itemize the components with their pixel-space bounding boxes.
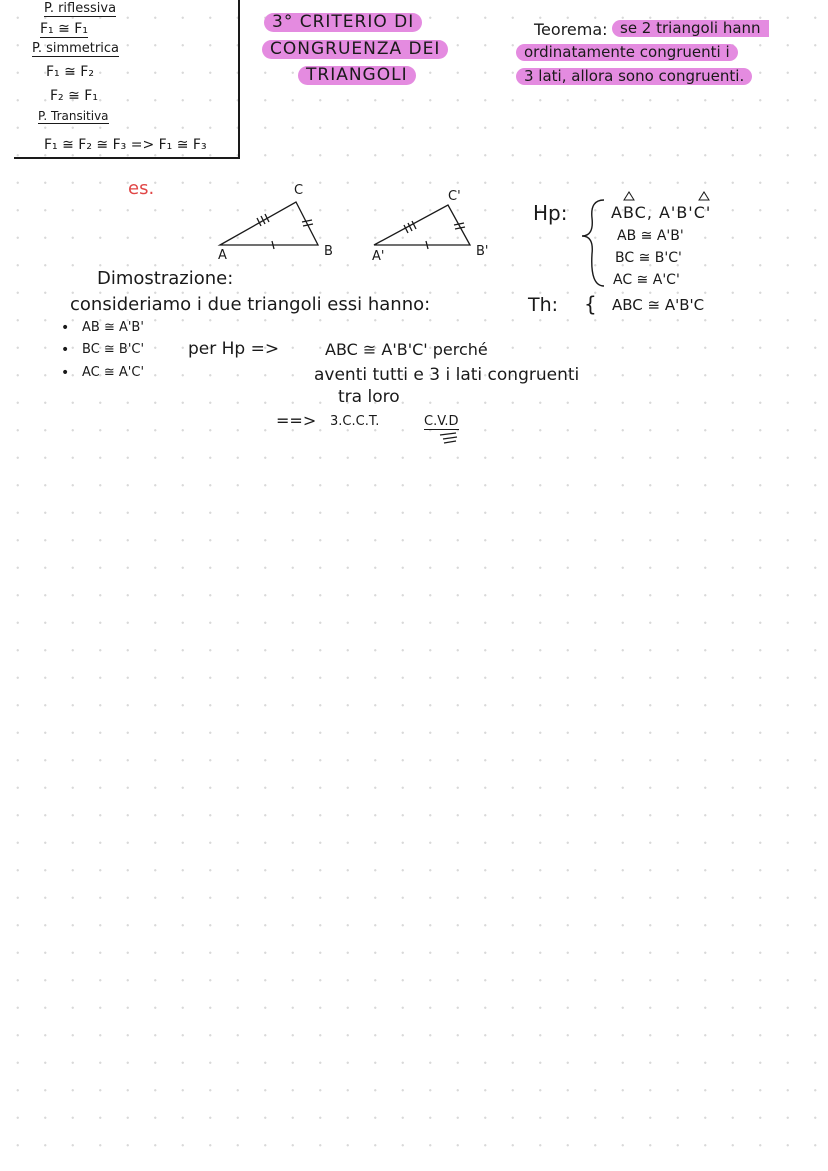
thesis-brace: {: [584, 292, 597, 316]
bullet-dot-2: •: [61, 342, 70, 358]
transitive-expr: F₁ ≅ F₂ ≅ F₃ => F₁ ≅ F₃: [44, 137, 207, 153]
proof-bullet-3: AC ≅ A'C': [82, 365, 145, 380]
triangle1-label-b: B: [324, 244, 333, 259]
bullet-dot-1: •: [61, 320, 70, 336]
triangle2-label-c: C': [448, 189, 461, 204]
proof-conclusion: ABC ≅ A'B'C' perché: [325, 340, 488, 359]
proof-final-text: 3.C.C.T.: [330, 414, 380, 429]
thesis-label: Th:: [528, 294, 559, 316]
proof-reason-1: aventi tutti e 3 i lati congruenti: [314, 365, 580, 385]
hypothesis-label: Hp:: [533, 201, 568, 225]
proof-bullet-1: AB ≅ A'B': [82, 320, 144, 335]
proof-per-hp: per Hp =>: [188, 339, 280, 359]
title-line-1: 3° CRITERIO DI: [264, 13, 422, 32]
proof-bullet-2: BC ≅ B'C': [82, 342, 145, 357]
hypothesis-item-4: AC ≅ A'C': [613, 272, 680, 288]
hypothesis-item-1: ABC, A'B'C': [611, 203, 712, 222]
proof-cvd: C.V.D: [424, 414, 459, 429]
transitive-title: P. Transitiva: [38, 109, 109, 123]
proof-reason-2: tra loro: [338, 387, 400, 407]
example-label: es.: [128, 178, 155, 199]
triangle1-label-c: C: [294, 183, 304, 198]
triangle2-label-a: A': [372, 249, 385, 264]
hypothesis-item-2: AB ≅ A'B': [617, 228, 684, 244]
symmetric-expr-2: F₂ ≅ F₁: [50, 88, 98, 104]
title-line-3: TRIANGOLI: [298, 66, 416, 85]
bullet-dot-3: •: [61, 365, 70, 381]
triangle2-label-b: B': [476, 244, 489, 259]
symmetric-title: P. simmetrica: [32, 41, 119, 56]
theorem-line-1: se 2 triangoli hann: [612, 20, 769, 37]
theorem-line-3: 3 lati, allora sono congruenti.: [516, 68, 752, 85]
proof-final-arrow: ==>: [276, 411, 317, 430]
thesis-expr: ABC ≅ A'B'C: [612, 296, 705, 314]
theorem-line-2: ordinatamente congruenti i: [516, 44, 738, 61]
reflexive-title: P. riflessiva: [44, 1, 117, 16]
proof-heading: Dimostrazione:: [97, 268, 234, 289]
theorem-label: Teorema:: [534, 20, 608, 39]
reflexive-expr: F₁ ≅ F₁: [40, 21, 88, 37]
symmetric-expr-1: F₁ ≅ F₂: [46, 64, 94, 80]
triangle1-label-a: A: [218, 248, 227, 263]
title-line-2: CONGRUENZA DEI: [262, 40, 448, 59]
proof-intro: consideriamo i due triangoli essi hanno:: [70, 294, 431, 315]
hypothesis-item-3: BC ≅ B'C': [615, 250, 682, 266]
